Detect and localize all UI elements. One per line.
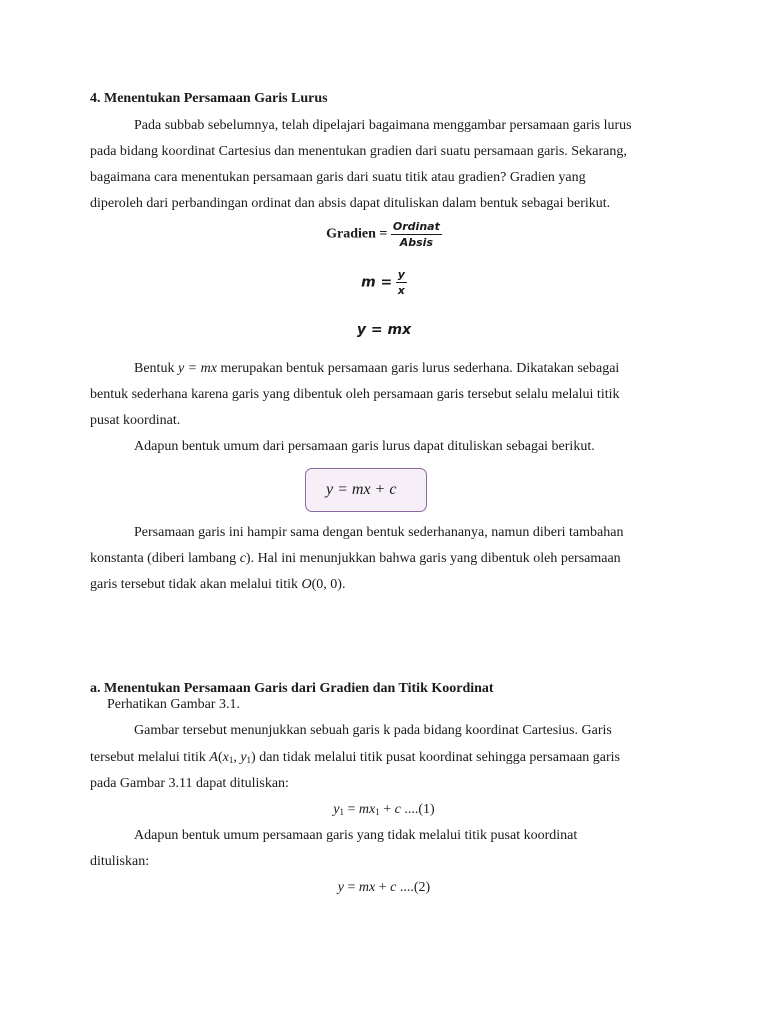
paragraph-line: Adapun bentuk umum persamaan garis yang tidak melalui titik pusat koordinat [134, 828, 578, 843]
text-run: , [233, 750, 241, 765]
paragraph-line: pusat koordinat. [90, 413, 181, 428]
paragraph-line: bentuk sederhana karena garis yang dibentuk oleh persamaan garis tersebut selalu melalui titik [90, 387, 620, 402]
paragraph-line: Persamaan garis ini hampir sama dengan bentuk sederhananya, namun diberi tambahan [134, 525, 624, 540]
subscript: 1 [339, 807, 345, 817]
inline-math: y [337, 880, 345, 895]
slope-formula [0, 268, 768, 297]
text-run: garis tersebut tidak akan melalui titik [90, 577, 302, 592]
inline-math: c [390, 880, 397, 895]
general-equation-box [305, 468, 427, 512]
text-run: konstanta (diberi lambang [90, 551, 240, 566]
figure-note: Perhatikan Gambar 3.1. [107, 697, 240, 712]
paragraph-line: Adapun bentuk umum dari persamaan garis lurus dapat dituliskan sebagai berikut. [134, 439, 595, 454]
paragraph-line: Gambar tersebut menunjukkan sebuah garis k pada bidang koordinat Cartesius. Garis [134, 723, 612, 738]
paragraph-line: diperoleh dari perbandingan ordinat dan absis dapat dituliskan dalam bentuk sebagai berikut. [90, 196, 611, 211]
section-heading: 4. Menentukan Persamaan Garis Lurus [90, 91, 328, 106]
inline-math: y = mx [177, 361, 217, 376]
inline-math: y [333, 802, 340, 817]
equation-tag: ....(2) [396, 880, 431, 895]
subscript: 1 [375, 807, 380, 817]
fraction-numerator: Ordinat [392, 220, 440, 233]
paragraph-line [134, 361, 619, 377]
paragraph-line: pada Gambar 3.11 dapat dituliskan: [90, 776, 289, 791]
fraction-denominator: Absis [399, 236, 433, 249]
inline-math: A [209, 750, 218, 765]
text-run: = [344, 802, 359, 817]
equation-1 [0, 802, 768, 818]
general-equation: y = mx + c [326, 481, 397, 498]
equation-2 [0, 880, 768, 896]
paragraph-line [90, 577, 345, 593]
text-run: ). Hal ini menunjukkan bahwa garis yang dibentuk oleh persamaan [245, 551, 621, 566]
simple-line-equation: y = mx [356, 322, 412, 338]
paragraph-line: bagaimana cara menentukan persamaan garis dari suatu titik atau gradien? Gradien yang [90, 170, 586, 185]
text-run: + [375, 880, 391, 895]
equation-tag: ....(1) [400, 802, 435, 817]
slope-lhs: m = [361, 274, 393, 291]
paragraph-line [90, 750, 620, 766]
text-run: (0, 0). [311, 577, 346, 592]
inline-math: c [239, 551, 246, 566]
paragraph-line: pada bidang koordinat Cartesius dan menentukan gradien dari suatu persamaan garis. Sekarang, [90, 144, 627, 159]
inline-math: c [394, 802, 401, 817]
paragraph-line [90, 551, 621, 567]
subscript: 1 [228, 755, 234, 765]
inline-math: mx [358, 880, 376, 895]
fraction-denominator: x [397, 284, 405, 297]
text-run: tersebut melalui titik [90, 750, 210, 765]
fraction-numerator: y [397, 268, 405, 281]
inline-math: x [222, 750, 229, 765]
text-run: Bentuk [134, 361, 178, 376]
paragraph-line: dituliskan: [90, 854, 150, 869]
text-run: ) dan tidak melalui titik pusat koordinat sehingga persamaan garis [251, 750, 621, 765]
subsection-heading: a. Menentukan Persamaan Garis dari Gradien dan Titik Koordinat [90, 681, 494, 696]
inline-math: mx [358, 802, 376, 817]
inline-math: y [240, 750, 247, 765]
gradien-formula [0, 220, 768, 249]
gradien-label: Gradien = [326, 226, 388, 242]
text-run: = [344, 880, 359, 895]
text-run: merupakan bentuk persamaan garis lurus sederhana. Dikatakan sebagai [216, 361, 620, 376]
inline-math: O [301, 577, 312, 592]
subscript: 1 [246, 755, 252, 765]
text-run: + [379, 802, 395, 817]
paragraph-line: Pada subbab sebelumnya, telah dipelajari bagaimana menggambar persamaan garis lurus [134, 118, 632, 133]
text-run: ( [217, 750, 223, 765]
